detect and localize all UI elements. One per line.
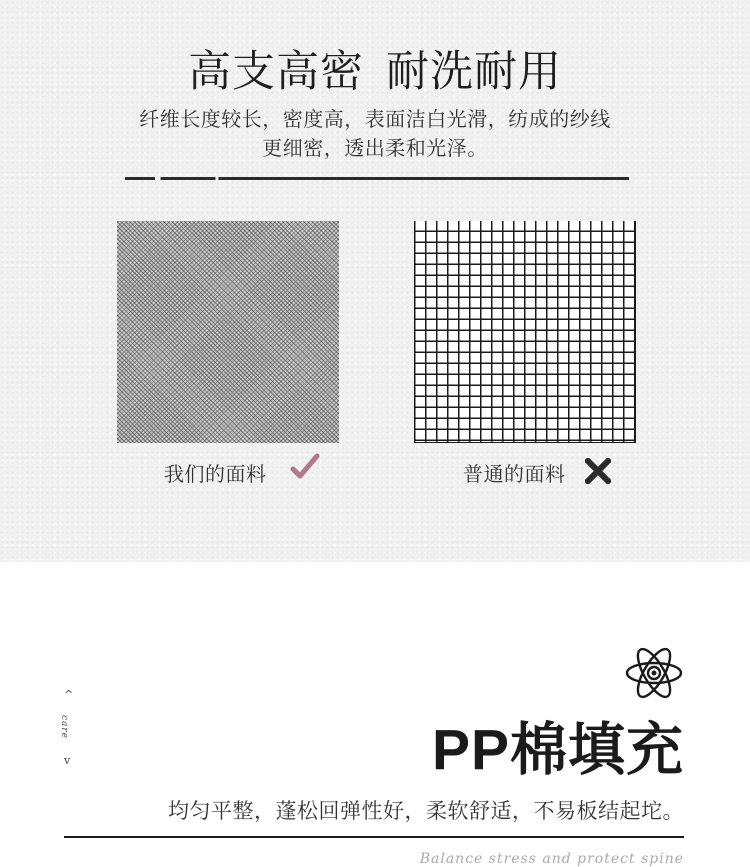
filling-subtitle: 均匀平整，蓬松回弹性好，柔软舒适，不易板结起坨。 xyxy=(168,799,684,823)
common-fabric-label: 普通的面料 xyxy=(463,462,566,486)
title-part-1: 高支高密 xyxy=(188,47,364,97)
side-tag xyxy=(58,688,78,768)
filling-title: PP棉填充 xyxy=(431,718,684,782)
title-part-2: 耐洗耐用 xyxy=(386,47,562,97)
chevron-down-icon: v xyxy=(64,754,71,767)
footer-text: Balance stress and protect spine xyxy=(419,851,684,867)
our-fabric-label: 我们的面料 xyxy=(164,462,267,486)
atom-icon xyxy=(624,643,684,703)
check-icon xyxy=(290,452,320,482)
section-title xyxy=(0,38,750,99)
cross-icon xyxy=(585,458,611,484)
our-fabric-swatch xyxy=(117,221,339,443)
divider xyxy=(125,177,629,180)
subtitle-line-1: 纤维长度较长，密度高，表面洁白光滑，纺成的纱线 xyxy=(139,107,611,131)
common-fabric-swatch xyxy=(414,221,636,443)
chevron-up-icon: ^ xyxy=(64,688,74,701)
side-tag-label: care xyxy=(59,714,70,740)
subtitle-line-2: 更细密，透出柔和光泽。 xyxy=(262,136,488,160)
divider-2 xyxy=(64,836,684,838)
